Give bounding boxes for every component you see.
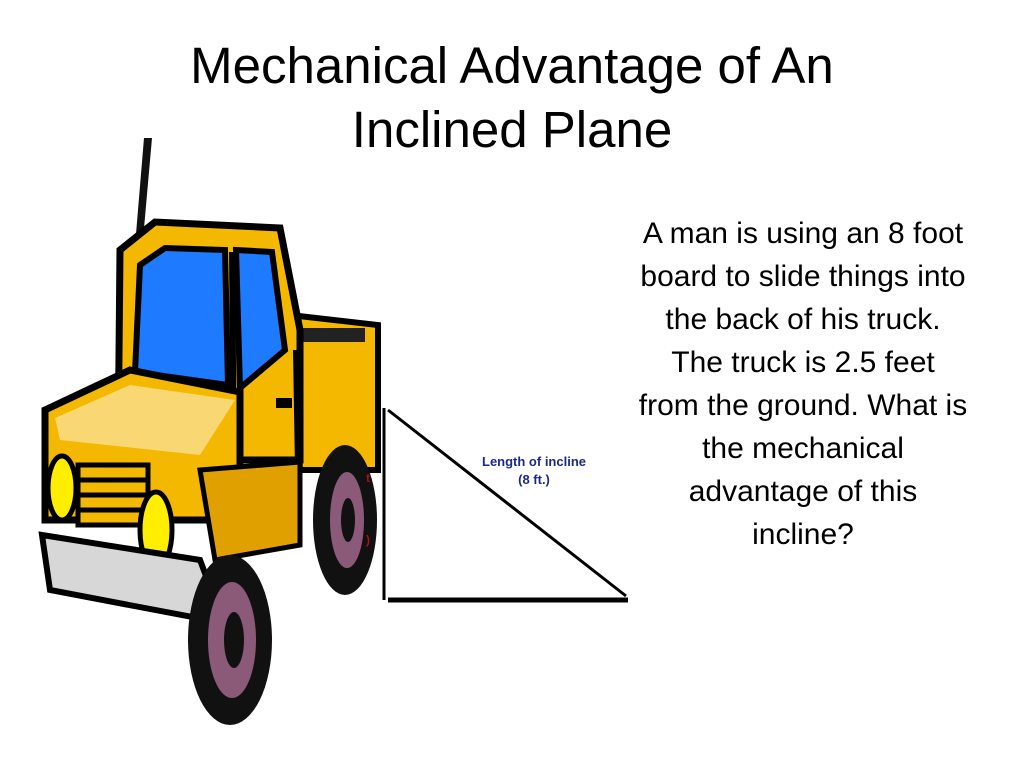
height-label-fragment: t <box>366 471 370 485</box>
incline-triangle-diagram <box>384 408 628 600</box>
truck-incline-illustration <box>0 130 640 768</box>
problem-statement: A man is using an 8 foot board to slide things into the back of his truck. The truck is 2.5 feet from the ground. What is the mechanical advantage of this incline? <box>638 217 968 551</box>
incline-length-label: Length of incline <box>482 454 586 469</box>
pickup-truck-icon <box>42 138 378 725</box>
slide-title: Mechanical Advantage of An Inclined Plane <box>190 37 834 158</box>
incline-length-value: (8 ft.) <box>518 472 550 487</box>
height-label-fragment-2: ) <box>366 533 370 547</box>
